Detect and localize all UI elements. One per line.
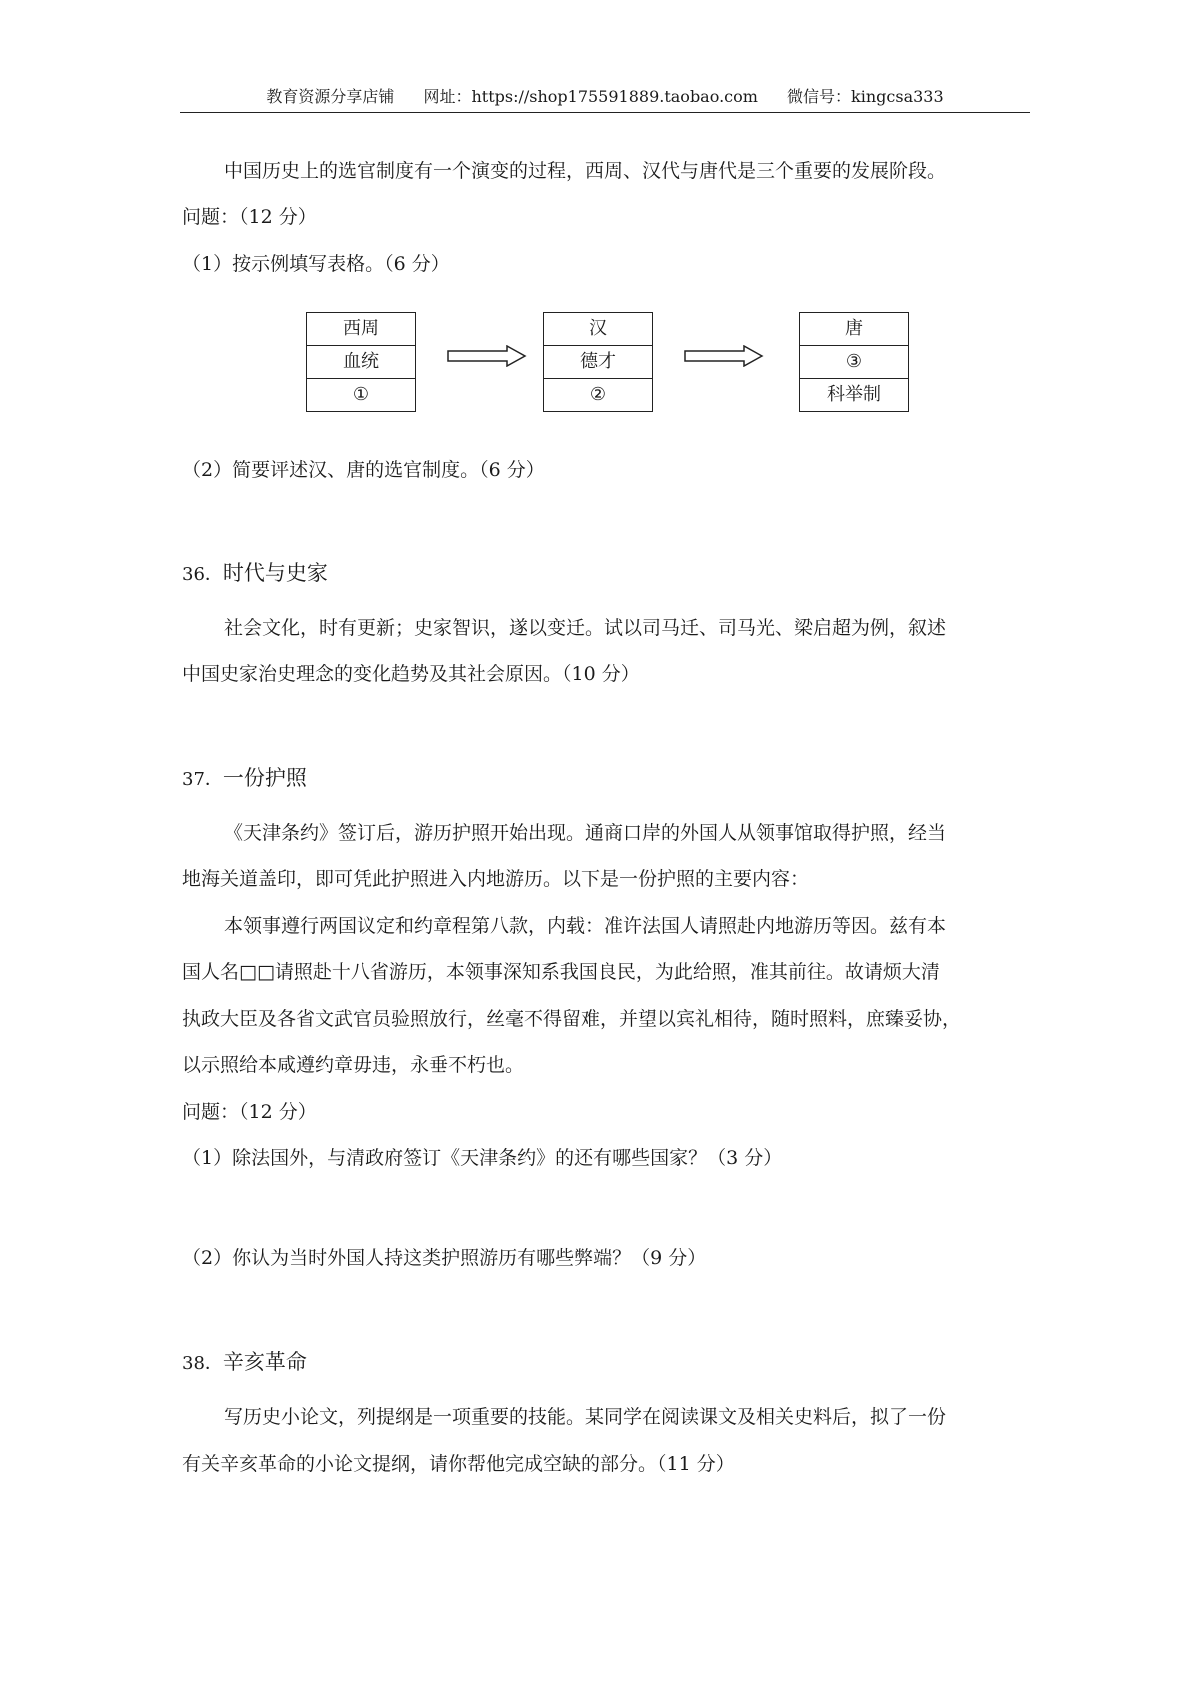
q37-sub1: （1）除法国外，与清政府签订《天津条约》的还有哪些国家？（3 分） <box>182 1147 783 1169</box>
q36-line2: 中国史家治史理念的变化趋势及其社会原因。（10 分） <box>182 663 640 685</box>
q37-line2: 地海关道盖印，即可凭此护照进入内地游历。以下是一份护照的主要内容： <box>182 868 810 890</box>
header-wechat: 微信号：kingcsa333 <box>787 87 944 106</box>
q37-question: 问题：（12 分） <box>182 1101 317 1123</box>
q35-question: 问题：（12 分） <box>182 206 317 228</box>
q37-line1: 《天津条约》签订后，游历护照开始出现。通商口岸的外国人从领事馆取得护照，经当 <box>224 822 947 844</box>
header-shop: 教育资源分享店铺 <box>266 87 395 106</box>
q37-line6: 以示照给本咸遵约章毋违，永垂不朽也。 <box>182 1054 525 1076</box>
box-tang <box>799 312 909 412</box>
page-header <box>180 84 1030 113</box>
q37-sub2: （2）你认为当时外国人持这类护照游历有哪些弊端？（9 分） <box>182 1247 707 1269</box>
q35-sub2: （2）简要评述汉、唐的选官制度。（6 分） <box>182 459 545 481</box>
q37-number: 37． <box>182 769 223 790</box>
box-western-zhou-system: ① <box>352 384 370 405</box>
q38-number: 38． <box>182 1353 223 1374</box>
q38-title: 辛亥革命 <box>222 1350 307 1374</box>
q38-line1: 写历史小论文，列提纲是一项重要的技能。某同学在阅读课文及相关史料后，拟了一份 <box>224 1406 947 1428</box>
box-han <box>543 312 653 412</box>
box-tang-basis: ③ <box>800 346 908 379</box>
box-tang-dynasty: 唐 <box>800 313 908 346</box>
q37-line3: 本领事遵行两国议定和约章程第八款，内载：准许法国人请照赴内地游历等因。兹有本 <box>224 915 947 937</box>
q36-line1: 社会文化，时有更新；史家智识，遂以变迁。试以司马迁、司马光、梁启超为例，叙述 <box>224 617 947 639</box>
q35-intro: 中国历史上的选官制度有一个演变的过程，西周、汉代与唐代是三个重要的发展阶段。 <box>224 160 947 182</box>
q38-heading <box>182 1348 307 1378</box>
box-han-dynasty: 汉 <box>544 313 652 346</box>
q36-number: 36． <box>182 564 223 585</box>
q36-title: 时代与史家 <box>222 561 328 585</box>
box-han-basis: 德才 <box>544 346 652 379</box>
header-url: 网址：https://shop175591889.taobao.com <box>423 87 758 106</box>
q37-heading <box>182 764 307 794</box>
box-han-system: ② <box>589 384 607 405</box>
box-western-zhou <box>306 312 416 412</box>
q37-line4: 国人名□□请照赴十八省游历，本领事深知系我国良民，为此给照，准其前往。故请烦大清 <box>182 961 940 983</box>
q36-heading <box>182 559 328 589</box>
q37-title: 一份护照 <box>222 766 307 790</box>
arrow-right-icon <box>447 345 527 367</box>
q37-line5: 执政大臣及各省文武官员验照放行，丝毫不得留难，并望以宾礼相待，随时照料，庶臻妥协， <box>182 1008 962 1030</box>
box-tang-system: 科举制 <box>827 384 881 405</box>
q35-sub1: （1）按示例填写表格。（6 分） <box>182 253 450 275</box>
q38-line2: 有关辛亥革命的小论文提纲，请你帮他完成空缺的部分。（11 分） <box>182 1453 735 1475</box>
box-western-zhou-basis: 血统 <box>307 346 415 379</box>
box-western-zhou-dynasty: 西周 <box>307 313 415 346</box>
arrow-right-icon <box>684 345 764 367</box>
